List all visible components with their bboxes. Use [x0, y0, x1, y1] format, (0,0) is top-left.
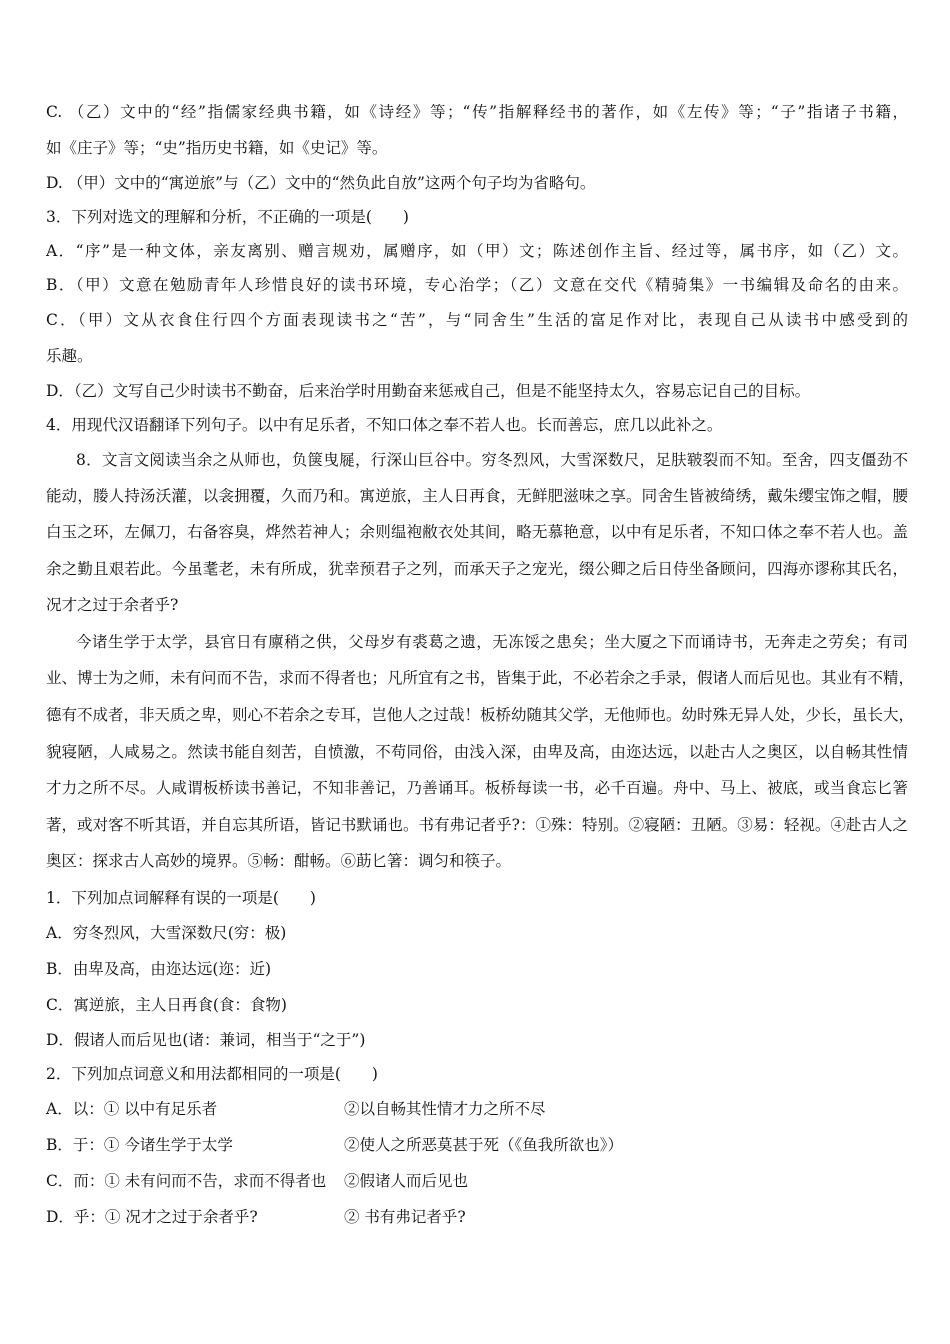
question-3-stem: 3．下列对选文的理解和分析，不正确的一项是( ) — [46, 208, 409, 226]
passage1-line: 余之勤且艰若此。今虽耄老，未有所成，犹幸预君子之列，而承天子之宠光，缀公卿之后日侍坐备顾问，四海亦谬称其氏名， — [46, 560, 908, 578]
q1-option-b: B．由卑及高，由迩达远(迩：近) — [46, 960, 271, 978]
q2-option-c-part1: C．而：① 未有问而不告，求而不得者也 — [46, 1172, 327, 1190]
q2-option-b-part1: B．于：① 今诸生学于太学 — [46, 1136, 233, 1154]
q2-option-d-part1: D．乎：① 况才之过于余者乎? — [46, 1208, 258, 1226]
q3-option-c-line1: C．（甲）文从衣食住行四个方面表现读书之“苦”，与“同舍生”生活的富足作对比，表现自己从读书中感受到的 — [46, 311, 908, 329]
q2-option-d — [46, 1206, 466, 1228]
q2-option-a-part1: A．以：① 以中有足乐者 — [46, 1100, 218, 1118]
passage2-line: 今诸生学于太学，县官日有廪稍之供，父母岁有裘葛之遗，无冻馁之患矣；坐大厦之下而诵诗书，无奔走之劳矣；有司 — [76, 633, 908, 651]
passage2-line: 著，或对客不听其语，并自忘其所语，皆记书默诵也。书有弗记者乎?：①殊：特别。②寝陋：丑陋。③易：轻视。④赴古人之 — [46, 816, 908, 834]
q2-option-c-line1: C. （乙）文中的“经”指儒家经典书籍，如《诗经》等；“传”指解释经书的著作，如《左传》等；“子”指诸子书籍， — [46, 103, 908, 121]
passage2-line: 德有不成者，非天质之卑，则心不若余之专耳，岂他人之过哉！板桥幼随其父学，无他师也。幼时殊无异人处，少长，虽长大， — [46, 706, 915, 724]
q3-option-d: D．（乙）文写自己少时读书不勤奋，后来治学时用勤奋来惩戒自己，但是不能坚持太久，容易忘记自己的目标。 — [46, 382, 811, 400]
passage1-line: 8．文言文阅读当余之从师也，负箧曳屣，行深山巨谷中。穷冬烈风，大雪深数尺，足肤皲裂而不知。至舍，四支僵劲不 — [76, 451, 908, 469]
question-2-stem: 2．下列加点词意义和用法都相同的一项是( ) — [46, 1065, 378, 1083]
q1-option-c: C．寓逆旅，主人日再食(食：食物) — [46, 996, 287, 1014]
question-4: 4．用现代汉语翻译下列句子。以中有足乐者，不知口体之奉不若人也。长而善忘，庶几以此补之。 — [46, 416, 723, 434]
passage1-line: 白玉之环，左佩刀，右备容臭，烨然若神人；余则缊袍敝衣处其间，略无慕艳意，以中有足乐者，不知口体之奉不若人也。盖 — [46, 523, 908, 541]
q3-option-c-line2: 乐趣。 — [46, 347, 93, 365]
passage2-line: 奥区：探求古人高妙的境界。⑤畅：酣畅。⑥莇匕箸：调匀和筷子。 — [46, 852, 512, 870]
q2-option-b — [46, 1134, 624, 1156]
passage1-line: 况才之过于余者乎? — [46, 596, 179, 614]
passage2-line: 才力之所不尽。人咸谓板桥读书善记，不知非善记，乃善诵耳。板桥每读一书，必千百遍。舟中、马上、被底，或当食忘匕箸 — [46, 779, 908, 797]
q1-option-a: A．穷冬烈风，大雪深数尺(穷：极) — [46, 924, 287, 942]
q2-option-a-part2: ②以自畅其性情才力之所不尽 — [344, 1100, 546, 1118]
q2-option-b-part2: ②使人之所恶莫甚于死（《鱼我所欲也》） — [344, 1136, 624, 1154]
q2-option-c-part2: ②假诸人而后见也 — [344, 1172, 469, 1190]
q3-option-a: A．“序”是一种文体，亲友离别、赠言规劝，属赠序，如（甲）文；陈述创作主旨、经过等，属书序，如（乙）文。 — [46, 242, 908, 260]
question-1-stem: 1．下列加点词解释有误的一项是( ) — [46, 889, 316, 907]
passage1-line: 能动，媵人持汤沃灌，以衾拥覆，久而乃和。寓逆旅，主人日再食，无鲜肥滋味之享。同舍生皆被绮绣，戴朱缨宝饰之帽，腰 — [46, 487, 908, 505]
q1-option-d: D．假诸人而后见也(诸：兼词，相当于“之于”) — [46, 1031, 366, 1049]
passage2-line: 业、博士为之师，未有问而不告，求而不得者也；凡所宜有之书，皆集于此，不必若余之手录，假诸人而后见也。其业有不精， — [46, 669, 915, 687]
q2-option-a — [46, 1098, 546, 1120]
q2-option-d-part2: ② 书有弗记者乎? — [344, 1208, 466, 1226]
passage2-line: 貌寝陋，人咸易之。然读书能自刻苦，自愤激，不苟同俗，由浅入深，由卑及高，由迩达远，以赴古人之奥区，以自畅其性情 — [46, 743, 908, 761]
q2-option-c — [46, 1170, 469, 1192]
q2-option-c-line2: 如《庄子》等；“史”指历史书籍，如《史记》等。 — [46, 139, 388, 157]
q2-option-d: D. （甲）文中的“寓逆旅”与（乙）文中的“然负此自放”这两个句子均为省略句。 — [46, 174, 596, 192]
q3-option-b: B．（甲）文意在勉励青年人珍惜良好的读书环境，专心治学；（乙）文意在交代《精骑集》一书编辑及命名的由来。 — [46, 276, 908, 294]
